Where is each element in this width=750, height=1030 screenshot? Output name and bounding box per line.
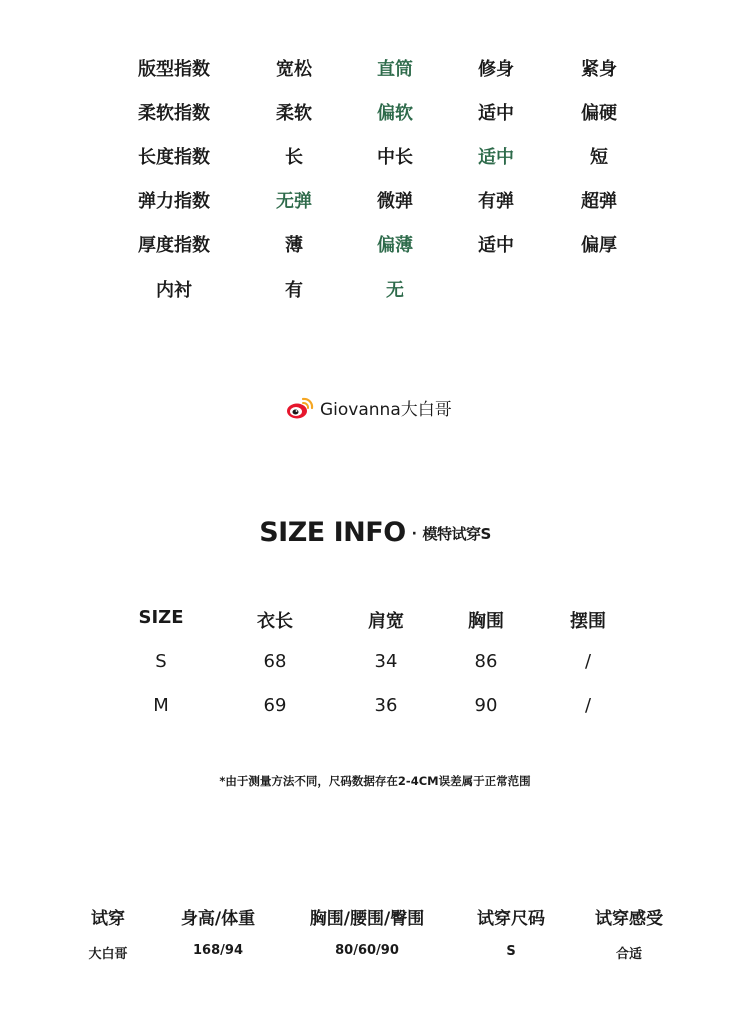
length-option-short: 短: [590, 147, 608, 168]
size-header-shoulder: 肩宽: [368, 611, 404, 632]
weibo-icon: [286, 396, 314, 420]
size-row-s-shoulder: 34: [374, 651, 398, 672]
lining-option-yes: 有: [285, 280, 303, 301]
fit-index-label-silhouette: 版型指数: [138, 59, 210, 80]
fit-index-label-elasticity: 弹力指数: [138, 191, 210, 212]
elasticity-option-slight: 微弹: [377, 191, 413, 212]
try-value-measurements: 80/60/90: [335, 943, 399, 958]
size-row-m-length: 69: [263, 695, 287, 716]
size-row-s-chest: 86: [474, 651, 498, 672]
size-row-s-size: S: [155, 651, 167, 672]
thickness-option-thin: 薄: [285, 235, 303, 256]
title-separator: ·: [411, 525, 417, 542]
try-value-size: S: [506, 944, 516, 959]
softness-option-soft: 柔软: [276, 103, 312, 124]
size-row-s-length: 68: [263, 651, 287, 672]
softness-option-slightly-hard: 偏硬: [581, 103, 617, 124]
softness-option-slightly-soft-selected: 偏软: [377, 103, 413, 124]
size-row-m-size: M: [153, 695, 169, 716]
thickness-option-medium: 适中: [478, 235, 514, 256]
fit-option-loose: 宽松: [276, 59, 312, 80]
fit-index-label-thickness: 厚度指数: [138, 235, 210, 256]
fit-index-label-lining: 内衬: [156, 280, 192, 301]
weibo-watermark: [286, 395, 452, 420]
size-info-title: [259, 517, 491, 548]
size-info-heading: SIZE INFO: [259, 517, 406, 548]
try-value-model: 大白哥: [88, 947, 128, 962]
size-row-m-shoulder: 36: [374, 695, 398, 716]
try-header-feeling: 试穿感受: [595, 909, 663, 929]
watermark-text: Giovanna大白哥: [320, 400, 452, 420]
thickness-option-slightly-thick: 偏厚: [581, 235, 617, 256]
thickness-option-slightly-thin-selected: 偏薄: [377, 235, 413, 256]
try-value-feeling: 合适: [615, 947, 643, 962]
size-header-size: SIZE: [138, 607, 184, 628]
try-header-size: 试穿尺码: [477, 909, 545, 929]
elasticity-option-none-selected: 无弹: [276, 191, 312, 212]
size-header-chest: 胸围: [468, 611, 504, 632]
size-header-hem: 摆围: [570, 611, 606, 632]
lining-option-no-selected: 无: [386, 280, 404, 301]
elasticity-option-super: 超弹: [581, 191, 617, 212]
fit-option-slim: 修身: [478, 59, 514, 80]
length-option-mid-long: 中长: [377, 147, 413, 168]
length-option-long: 长: [285, 147, 303, 168]
size-row-m-chest: 90: [474, 695, 498, 716]
fit-option-straight-selected: 直筒: [377, 59, 413, 80]
softness-option-medium: 适中: [478, 103, 514, 124]
try-header-height-weight: 身高/体重: [180, 909, 256, 929]
fit-index-label-softness: 柔软指数: [138, 103, 210, 124]
length-option-medium-selected: 适中: [478, 147, 514, 168]
try-header-measurements: 胸围/腰围/臀围: [309, 909, 425, 929]
size-header-length: 衣长: [257, 611, 293, 632]
size-row-s-hem: /: [584, 651, 592, 672]
size-info-subtitle: 模特试穿S: [422, 525, 491, 543]
try-header-model: 试穿: [91, 909, 125, 929]
measurement-note: *由于测量方法不同，尺码数据存在2-4CM误差属于正常范围: [219, 774, 531, 788]
try-value-height-weight: 168/94: [193, 943, 243, 958]
elasticity-option-elastic: 有弹: [478, 191, 514, 212]
fit-index-label-length: 长度指数: [138, 147, 210, 168]
fit-option-tight: 紧身: [581, 59, 617, 80]
size-row-m-hem: /: [584, 695, 592, 716]
